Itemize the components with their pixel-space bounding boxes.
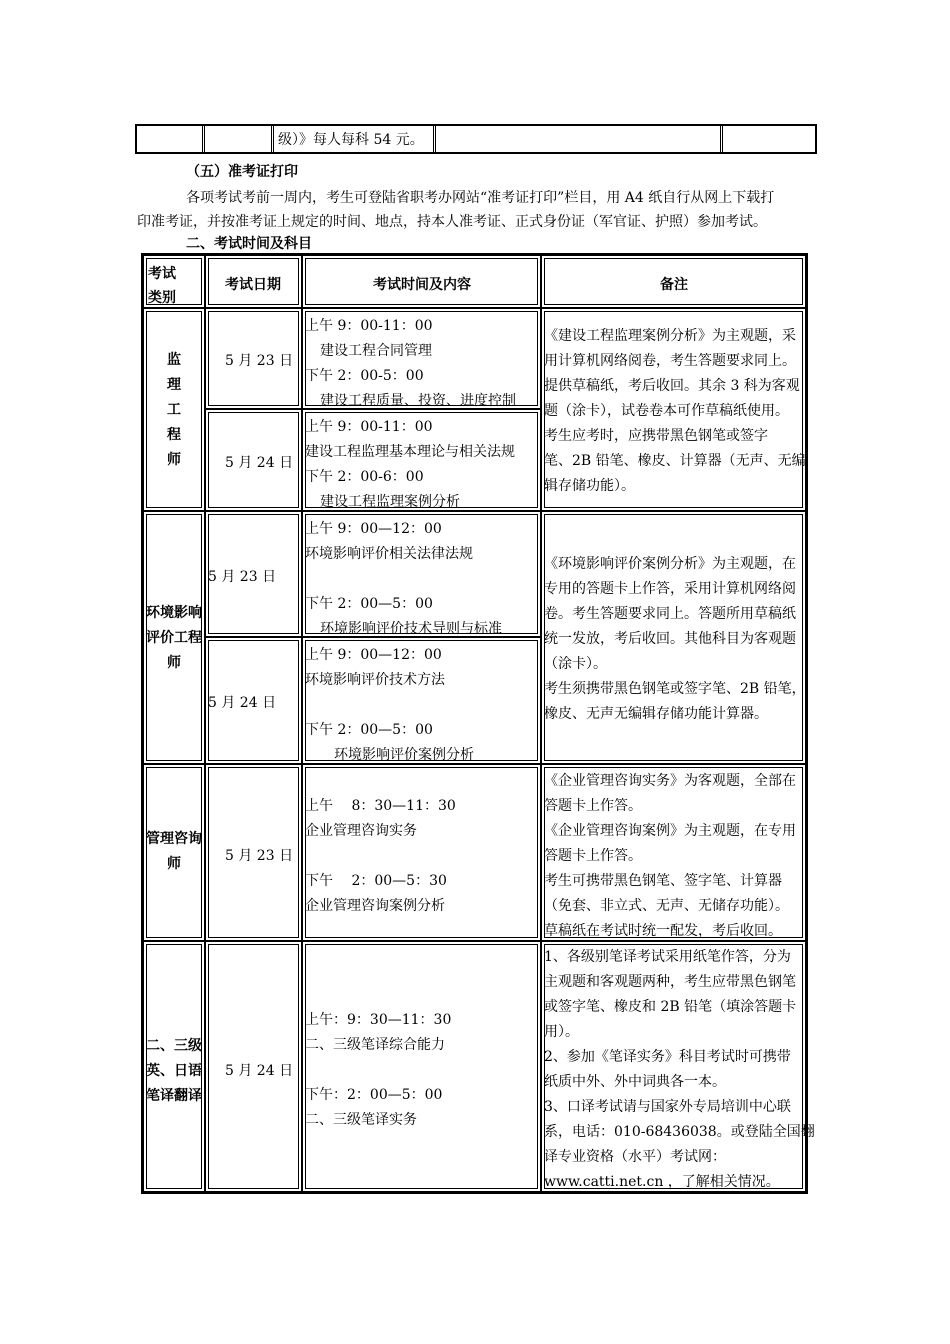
jianli-note-line: 辑存储功能）。 — [544, 478, 635, 494]
guanli-date: 5 月 23 日 — [225, 848, 294, 864]
jianli-date2-cell — [205, 409, 302, 511]
jianli-time1-line4: 建设工程质量、投资、进度控制 — [320, 393, 516, 409]
category-fanyi-3: 笔译翻译 — [146, 1088, 202, 1104]
fanyi-time-line4: 二、三级笔译实务 — [305, 1112, 417, 1128]
top-row-text: 级）》每人每科 54 元。 — [278, 132, 424, 148]
fanyi-note-line: 用）。 — [544, 1024, 579, 1040]
huanjing-time1-cell — [302, 511, 541, 637]
huanjing-note-line: 考生须携带黑色钢笔或签字笔、2B 铅笔， — [544, 681, 806, 697]
fanyi-date: 5 月 24 日 — [225, 1063, 294, 1079]
fanyi-note-line: www.catti.net.cn ，了解相关情况。 — [544, 1174, 780, 1190]
category-huanjing-3: 师 — [167, 655, 181, 671]
guanli-note-line: （免套、非立式、无声、无储存功能）。 — [544, 898, 789, 914]
jianli-time1-line1: 上午 9：00-11：00 — [305, 318, 433, 334]
huanjing-time2-line3: 下午 2：00—5：00 — [305, 722, 433, 738]
guanli-time-line3: 下午 2：00—5：30 — [305, 873, 447, 889]
fanyi-note-line: 译专业资格（水平）考试网： — [544, 1149, 726, 1165]
guanli-note-line: 考生可携带黑色钢笔、签字笔、计算器 — [544, 873, 782, 889]
huanjing-time2-cell — [302, 637, 541, 764]
fanyi-note-line: 系，电话：010-68436038。或登陆全国翻 — [544, 1124, 815, 1140]
jianli-notes-cell — [541, 308, 806, 511]
guanli-time-line4: 企业管理咨询案例分析 — [305, 898, 445, 914]
category-jianli-3: 工 — [167, 402, 181, 418]
jianli-time2-line3: 下午 2：00-6：00 — [305, 469, 424, 485]
guanli-note-line: 《企业管理咨询实务》为客观题，全部在 — [544, 773, 796, 789]
category-jianli-5: 师 — [167, 452, 181, 468]
fanyi-time-line1: 上午：9：30—11：30 — [305, 1012, 452, 1028]
jianli-time2-line4: 建设工程监理案例分析 — [320, 494, 460, 510]
category-guanli-cell — [143, 764, 205, 941]
huanjing-note-line: 橡皮、无声无编辑存储功能计算器。 — [544, 706, 768, 722]
huanjing-time1-line3: 下午 2：00—5：00 — [305, 596, 433, 612]
section-heading-5: （五）准考证打印 — [186, 164, 298, 180]
category-huanjing-1: 环境影响 — [146, 605, 202, 621]
huanjing-note-line: 统一发放，考后收回。其他科目为客观题 — [544, 631, 796, 647]
huanjing-time2-line2: 环境影响评价技术方法 — [305, 672, 445, 688]
header-notes: 备注 — [660, 277, 688, 293]
guanli-note-line: 答题卡上作答。 — [544, 798, 642, 814]
fanyi-date-cell — [205, 941, 302, 1192]
category-fanyi-1: 二、三级 — [146, 1038, 202, 1054]
category-jianli-1: 监 — [167, 352, 181, 368]
guanli-time-cell — [302, 764, 541, 941]
category-jianli-4: 程 — [167, 427, 181, 443]
guanli-note-line: 《企业管理咨询案例》为主观题，在专用 — [544, 823, 796, 839]
huanjing-notes-cell — [541, 511, 806, 764]
category-fanyi-2: 英、日语 — [146, 1063, 202, 1079]
section5-para-line1: 各项考试考前一周内，考生可登陆省职考办网站“准考证打印”栏目，用 A4 纸自行从网上下载打 — [186, 190, 775, 206]
huanjing-date1-cell — [205, 511, 302, 637]
huanjing-note-line: 专用的答题卡上作答，采用计算机网络阅 — [544, 581, 796, 597]
huanjing-notes — [544, 552, 806, 727]
fanyi-notes-cell — [541, 941, 815, 1192]
huanjing-note-line: （涂卡）。 — [544, 656, 607, 672]
guanli-note-line: 答题卡上作答。 — [544, 848, 642, 864]
guanli-time-line1: 上午 8：30—11：30 — [305, 798, 456, 814]
jianli-time1-line2: 建设工程合同管理 — [320, 343, 432, 359]
header-category-line1: 考试 — [148, 266, 176, 282]
category-guanli-1: 管理咨询 — [146, 831, 202, 847]
guanli-note-line: 草稿纸在考试时统一配发，考后收回。 — [544, 923, 782, 939]
huanjing-time2-line4: 环境影响评价案例分析 — [334, 747, 474, 763]
jianli-note-line: 用计算机网络阅卷，考生答题要求同上。 — [544, 353, 796, 369]
fanyi-time-line2: 二、三级笔译综合能力 — [305, 1037, 445, 1053]
header-date: 考试日期 — [225, 277, 281, 293]
huanjing-date2: 5 月 24 日 — [208, 695, 277, 711]
header-notes-cell — [541, 255, 806, 308]
category-huanjing-cell — [143, 511, 205, 764]
category-jianli-2: 理 — [167, 377, 181, 393]
jianli-note-line: 笔、2B 铅笔、橡皮、计算器（无声、无编 — [544, 453, 806, 469]
section-heading-2: 二、考试时间及科目 — [186, 236, 312, 252]
category-jianli-cell — [143, 308, 205, 511]
huanjing-note-line: 《环境影响评价案例分析》为主观题，在 — [544, 556, 796, 572]
jianli-time2-line1: 上午 9：00-11：00 — [305, 419, 433, 435]
jianli-time2-line2: 建设工程监理基本理论与相关法规 — [305, 444, 515, 460]
top-table-row — [135, 124, 817, 154]
header-category-cell — [143, 255, 205, 308]
jianli-note-line: 考生应考时，应携带黑色钢笔或签字 — [544, 428, 768, 444]
huanjing-time1-line1: 上午 9：00—12：00 — [305, 521, 442, 537]
huanjing-time1-line2: 环境影响评价相关法律法规 — [305, 546, 473, 562]
fanyi-notes — [544, 945, 815, 1195]
fanyi-note-line: 1、各级别笔译考试采用纸笔作答，分为 — [544, 949, 791, 965]
fanyi-note-line: 或签字笔、橡皮和 2B 铅笔（填涂答题卡 — [544, 999, 797, 1015]
jianli-time1-line3: 下午 2：00-5：00 — [305, 368, 424, 384]
header-time-cell — [302, 255, 541, 308]
guanli-date-cell — [205, 764, 302, 941]
header-date-cell — [205, 255, 302, 308]
jianli-note-line: 提供草稿纸，考后收回。其余 3 科为客观 — [544, 378, 800, 394]
huanjing-time1-line4: 环境影响评价技术导则与标准 — [320, 621, 502, 637]
jianli-time1-cell — [302, 308, 541, 409]
category-guanli-2: 师 — [167, 856, 181, 872]
jianli-date1: 5 月 23 日 — [225, 353, 294, 369]
jianli-date1-cell — [205, 308, 302, 409]
huanjing-time2-line1: 上午 9：00—12：00 — [305, 647, 442, 663]
header-time: 考试时间及内容 — [373, 277, 471, 293]
header-category-line2: 类别 — [148, 290, 176, 306]
jianli-date2: 5 月 24 日 — [225, 455, 294, 471]
fanyi-note-line: 主观题和客观题两种，考生应带黑色钢笔 — [544, 974, 796, 990]
exam-schedule-table — [141, 253, 815, 1194]
category-huanjing-2: 评价工程 — [146, 630, 202, 646]
jianli-notes — [544, 324, 806, 499]
huanjing-note-line: 卷。考生答题要求同上。答题所用草稿纸 — [544, 606, 796, 622]
jianli-time2-cell — [302, 409, 541, 511]
guanli-time-line2: 企业管理咨询实务 — [305, 823, 417, 839]
section5-para-line2: 印准考证，并按准考证上规定的时间、地点，持本人准考证、正式身份证（军官证、护照）参加考试。 — [137, 214, 767, 230]
fanyi-time-cell — [302, 941, 541, 1192]
huanjing-date2-cell — [205, 637, 302, 764]
jianli-note-line: 题（涂卡），试卷卷本可作草稿纸使用。 — [544, 403, 789, 419]
guanli-notes-cell — [541, 764, 806, 941]
fanyi-note-line: 3、口译考试请与国家外专局培训中心联 — [544, 1099, 791, 1115]
category-fanyi-cell — [143, 941, 205, 1192]
jianli-note-line: 《建设工程监理案例分析》为主观题，采 — [544, 328, 796, 344]
fanyi-time-line3: 下午：2：00—5：00 — [305, 1087, 443, 1103]
fanyi-note-line: 2、参加《笔译实务》科目考试时可携带 — [544, 1049, 791, 1065]
guanli-notes — [544, 769, 796, 944]
fanyi-note-line: 纸质中外、外中词典各一本。 — [544, 1074, 726, 1090]
huanjing-date1: 5 月 23 日 — [208, 569, 277, 585]
